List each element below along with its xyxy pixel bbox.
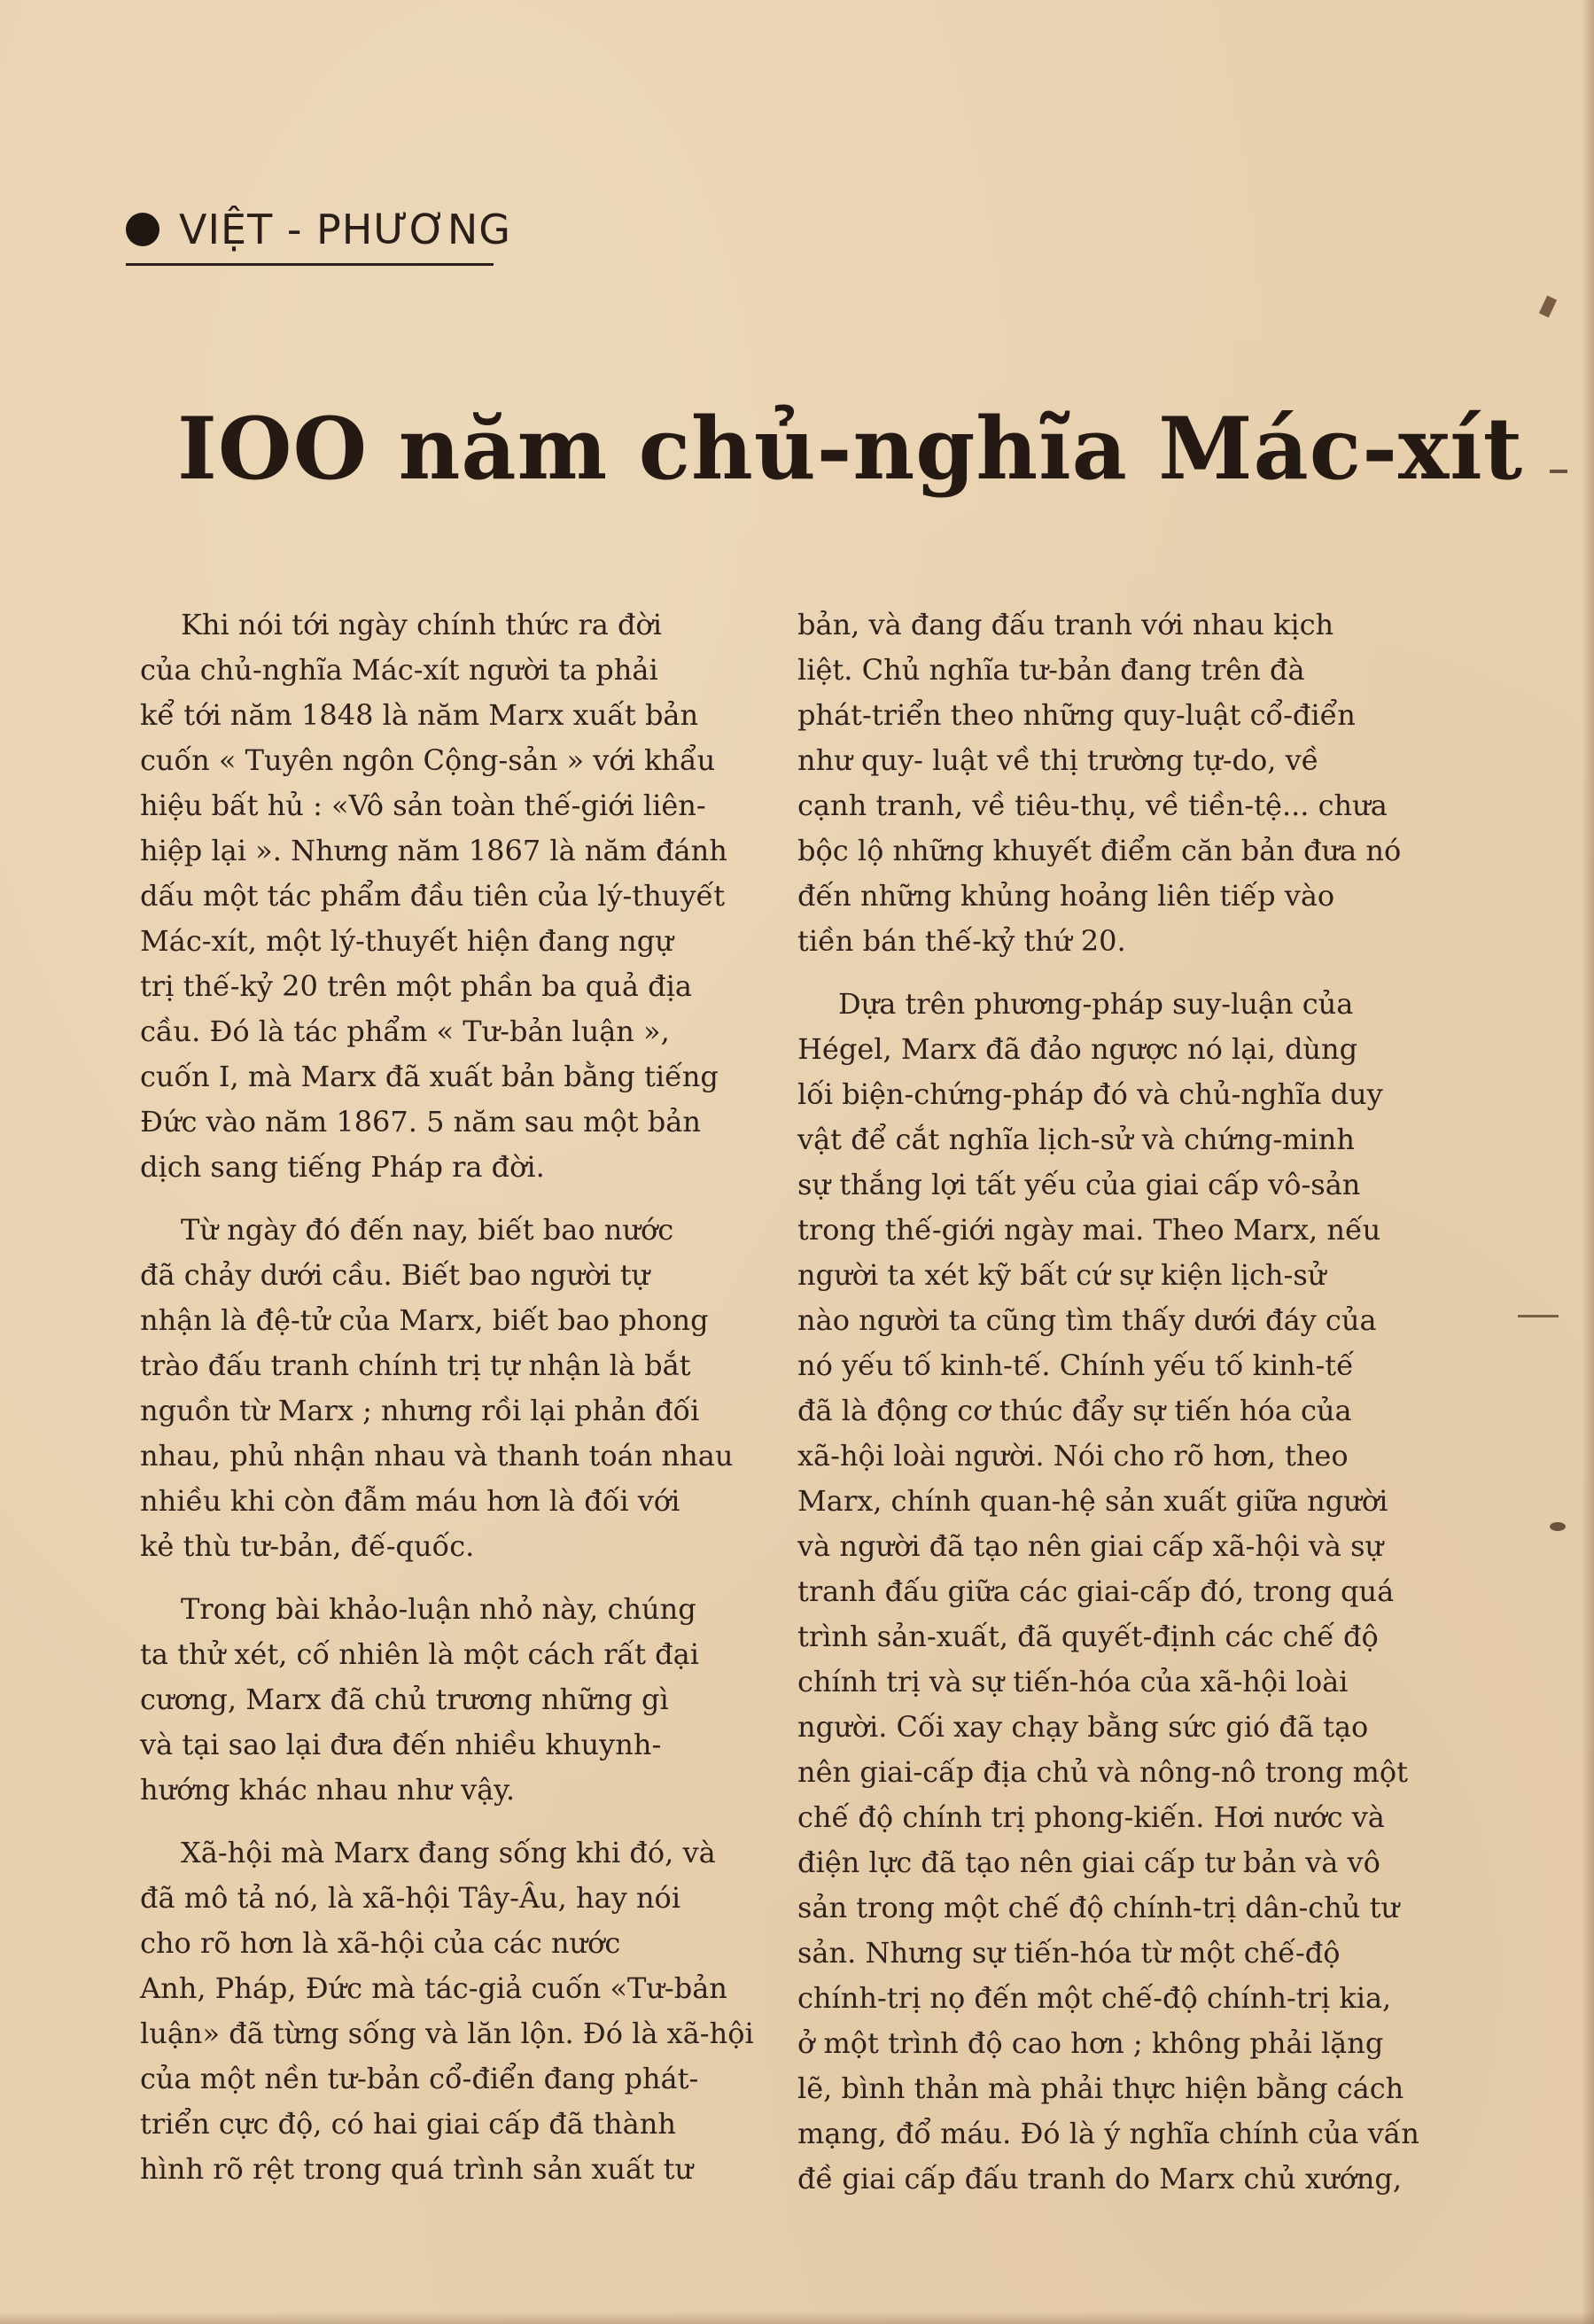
text-line: bộc lộ những khuyết điểm căn bản đưa nó xyxy=(797,834,1402,867)
text-line: Hégel, Marx đã đảo ngược nó lại, dùng xyxy=(797,1032,1358,1066)
text-line: dịch sang tiếng Pháp ra đời. xyxy=(140,1150,545,1184)
text-line: Đức vào năm 1867. 5 năm sau một bản xyxy=(140,1105,701,1139)
paragraph xyxy=(140,1830,760,2192)
paper-speck xyxy=(1550,1522,1566,1531)
text-line: dấu một tác phẩm đầu tiên của lý-thuyết xyxy=(140,879,726,913)
text-line: tiền bán thế-kỷ thứ 20. xyxy=(797,924,1126,958)
text-line: cho rõ hơn là xã-hội của các nước xyxy=(140,1926,621,1960)
text-line: chính trị và sự tiến-hóa của xã-hội loài xyxy=(797,1665,1349,1698)
text-line: đề giai cấp đấu tranh do Marx chủ xướng, xyxy=(797,2162,1403,2196)
paragraph xyxy=(797,982,1428,2202)
text-line: Mác-xít, một lý-thuyết hiện đang ngự xyxy=(140,924,673,958)
text-line: nhận là đệ-tử của Marx, biết bao phong xyxy=(140,1303,709,1337)
text-line: hiệu bất hủ : «Vô sản toàn thế-giới liên- xyxy=(140,789,706,822)
text-line: trong thế-giới ngày mai. Theo Marx, nếu xyxy=(797,1213,1381,1247)
text-line: cạnh tranh, về tiêu-thụ, về tiền-tệ... chưa xyxy=(797,789,1388,822)
text-line: hiệp lại ». Nhưng năm 1867 là năm đánh xyxy=(140,834,727,867)
page-edge-shadow xyxy=(0,2312,1594,2324)
text-line: cuốn I, mà Marx đã xuất bản bằng tiếng xyxy=(140,1060,719,1093)
text-line: vật để cắt nghĩa lịch-sử và chứng-minh xyxy=(797,1123,1355,1156)
paragraph xyxy=(797,602,1428,964)
text-line: nhau, phủ nhận nhau và thanh toán nhau xyxy=(140,1439,734,1473)
text-line: sản. Nhưng sự tiến-hóa từ một chế-độ xyxy=(797,1936,1341,1970)
text-line: bản, và đang đấu tranh với nhau kịch xyxy=(797,608,1334,641)
text-line: sự thắng lợi tất yếu của giai cấp vô-sản xyxy=(797,1168,1361,1201)
paper-speck xyxy=(1550,470,1567,473)
text-line: nên giai-cấp địa chủ và nông-nô trong một xyxy=(797,1755,1408,1789)
text-line: Trong bài khảo-luận nhỏ này, chúng xyxy=(181,1592,696,1626)
text-line: luận» đã từng sống và lăn lộn. Đó là xã-hội xyxy=(140,2017,754,2050)
text-line: điện lực đã tạo nên giai cấp tư bản và vô xyxy=(797,1846,1380,1879)
text-line: tranh đấu giữa các giai-cấp đó, trong quá xyxy=(797,1574,1395,1608)
text-line: kể tới năm 1848 là năm Marx xuất bản xyxy=(140,698,699,732)
page-edge-shadow xyxy=(1582,0,1594,2324)
text-line: Từ ngày đó đến nay, biết bao nước xyxy=(181,1213,674,1247)
text-line: nhiều khi còn đẫm máu hơn là đối với xyxy=(140,1484,680,1518)
text-line: cầu. Đó là tác phẩm « Tư-bản luận », xyxy=(140,1014,670,1048)
paragraph xyxy=(140,602,760,1190)
text-line: đến những khủng hoảng liên tiếp vào xyxy=(797,879,1335,913)
byline xyxy=(126,206,511,253)
left-column xyxy=(140,602,760,2210)
byline-underline xyxy=(126,263,494,266)
text-line: của chủ-nghĩa Mác-xít người ta phải xyxy=(140,653,658,687)
text-line: kẻ thù tư-bản, đế-quốc. xyxy=(140,1529,475,1563)
author-name: VIỆT - PHƯƠNG xyxy=(179,206,511,253)
paper-speck xyxy=(1518,1315,1559,1317)
text-line: trị thế-kỷ 20 trên một phần ba quả địa xyxy=(140,969,692,1003)
text-line: như quy- luật về thị trường tự-do, về xyxy=(797,743,1319,777)
text-line: ở một trình độ cao hơn ; không phải lặng xyxy=(797,2026,1384,2060)
text-line: đã là động cơ thúc đẩy sự tiến hóa của xyxy=(797,1394,1352,1427)
text-line: triển cực độ, có hai giai cấp đã thành xyxy=(140,2107,676,2141)
text-line: Xã-hội mà Marx đang sống khi đó, và xyxy=(181,1836,716,1869)
text-line: cuốn « Tuyên ngôn Cộng-sản » với khẩu xyxy=(140,743,716,777)
text-line: nó yếu tố kinh-tế. Chính yếu tố kinh-tế xyxy=(797,1349,1354,1382)
text-line: của một nền tư-bản cổ-điển đang phát- xyxy=(140,2062,699,2095)
right-column xyxy=(797,602,1428,2219)
text-line: mạng, đổ máu. Đó là ý nghĩa chính của vấn xyxy=(797,2117,1419,2150)
text-line: Marx, chính quan-hệ sản xuất giữa người xyxy=(797,1484,1388,1518)
text-line: và người đã tạo nên giai cấp xã-hội và sự xyxy=(797,1529,1384,1563)
text-line: lẽ, bình thản mà phải thực hiện bằng cách xyxy=(797,2071,1404,2105)
text-line: Khi nói tới ngày chính thức ra đời xyxy=(181,608,663,641)
text-line: liệt. Chủ nghĩa tư-bản đang trên đà xyxy=(797,653,1305,687)
article-title: IOO năm chủ-nghĩa Mác-xít xyxy=(177,399,1524,499)
text-line: trình sản-xuất, đã quyết-định các chế độ xyxy=(797,1620,1379,1653)
text-line: hình rõ rệt trong quá trình sản xuất tư xyxy=(140,2152,694,2186)
text-line: đã mô tả nó, là xã-hội Tây-Âu, hay nói xyxy=(140,1881,681,1915)
paper-speck xyxy=(1539,295,1557,317)
text-line: lối biện-chứng-pháp đó và chủ-nghĩa duy xyxy=(797,1077,1383,1111)
text-line: phát-triển theo những quy-luật cổ-điển xyxy=(797,698,1356,732)
text-line: và tại sao lại đưa đến nhiều khuynh- xyxy=(140,1728,662,1761)
text-line: sản trong một chế độ chính-trị dân-chủ tư xyxy=(797,1891,1400,1924)
bullet-dot-icon xyxy=(126,213,159,246)
text-line: ta thử xét, cố nhiên là một cách rất đại xyxy=(140,1637,699,1671)
paragraph xyxy=(140,1587,760,1813)
text-line: nguồn từ Marx ; nhưng rồi lại phản đối xyxy=(140,1394,700,1427)
text-line: chế độ chính trị phong-kiến. Hơi nước và xyxy=(797,1800,1385,1834)
text-line: người ta xét kỹ bất cứ sự kiện lịch-sử xyxy=(797,1258,1326,1292)
text-line: trào đấu tranh chính trị tự nhận là bắt xyxy=(140,1349,691,1382)
text-line: hướng khác nhau như vậy. xyxy=(140,1773,516,1807)
text-line: xã-hội loài người. Nói cho rõ hơn, theo xyxy=(797,1439,1349,1473)
text-line: Dựa trên phương-pháp suy-luận của xyxy=(838,987,1354,1021)
text-line: đã chảy dưới cầu. Biết bao người tự xyxy=(140,1258,650,1292)
paragraph xyxy=(140,1208,760,1569)
text-line: Anh, Pháp, Đức mà tác-giả cuốn «Tư-bản xyxy=(140,1971,727,2005)
text-line: người. Cối xay chạy bằng sức gió đã tạo xyxy=(797,1710,1369,1744)
text-line: cương, Marx đã chủ trương những gì xyxy=(140,1683,669,1716)
text-line: chính-trị nọ đến một chế-độ chính-trị kia, xyxy=(797,1981,1392,2015)
text-line: nào người ta cũng tìm thấy dưới đáy của xyxy=(797,1303,1377,1337)
